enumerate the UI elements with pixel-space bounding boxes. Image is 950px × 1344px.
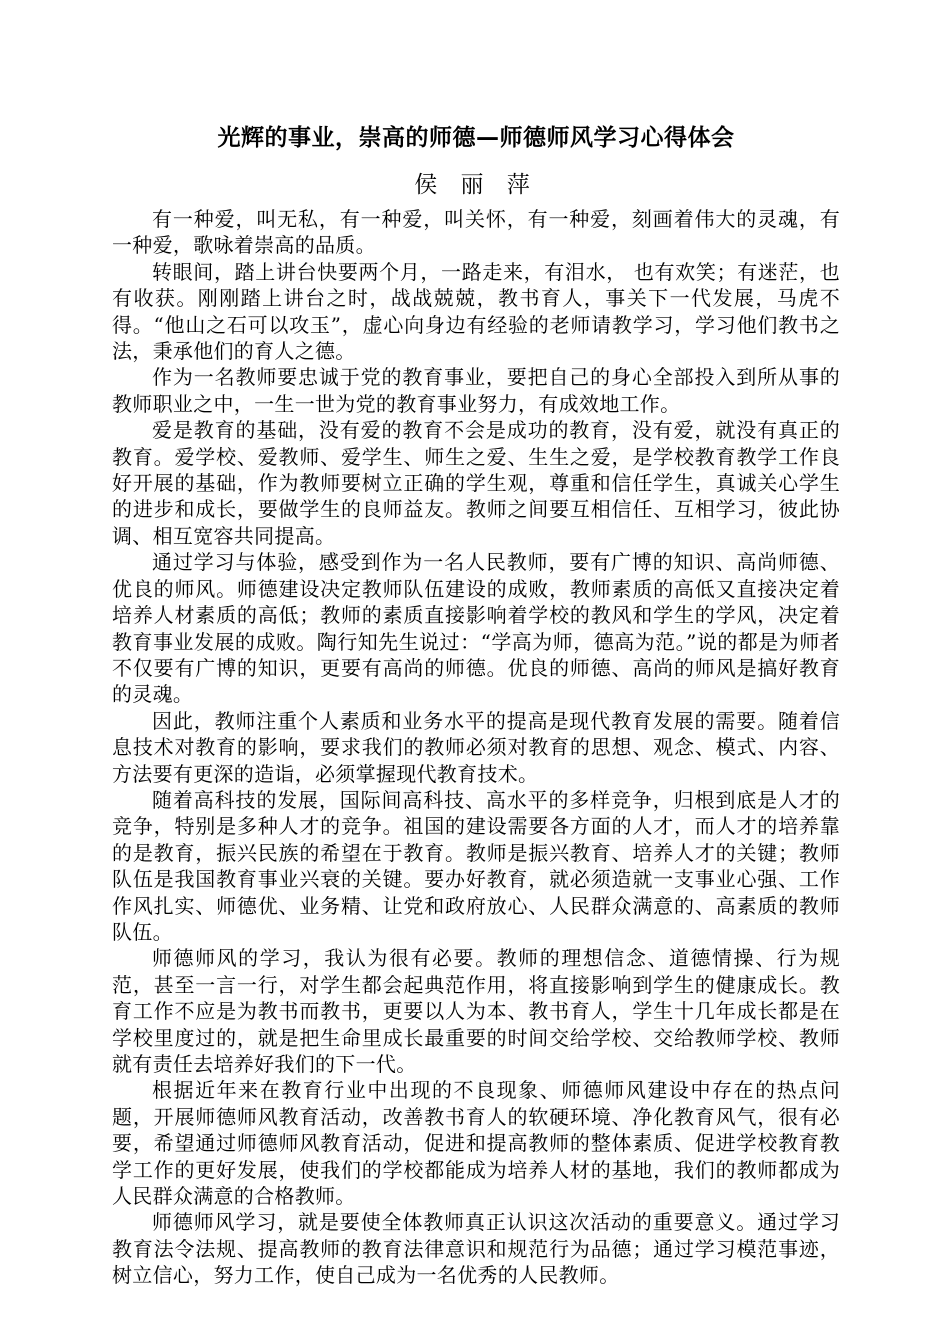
paragraph-1: 有一种爱，叫无私，有一种爱，叫关怀，有一种爱，刻画着伟大的灵魂，有一种爱，歌咏着崇高的品质。 (112, 207, 840, 258)
document-title: 光辉的事业，崇高的师德—师德师风学习心得体会 (217, 125, 735, 151)
paragraph-10: 师德师风学习，就是要使全体教师真正认识这次活动的重要意义。通过学习教育法令法规、提高教师的教育法律意识和规范行为品德；通过学习模范事迹，树立信心，努力工作，使自己成为一名优秀的人民教师。 (112, 1210, 840, 1288)
paragraph-2: 转眼间，踏上讲台快要两个月，一路走来，有泪水， 也有欢笑；有迷茫，也有收获。刚刚踏上讲台之时，战战兢兢，教书育人，事关下一代发展，马虎不得。“他山之石可以攻玉”，虚心向身边有经验的老师请教学习，学习他们教书之法，秉承他们的育人之德。 (112, 259, 840, 364)
author-name: 侯 丽 萍 (414, 172, 538, 198)
paragraph-5: 通过学习与体验，感受到作为一名人民教师，要有广博的知识、高尚师德、优良的师风。师德建设决定教师队伍建设的成败，教师素质的高低又直接决定着培养人材素质的高低；教师的素质直接影响着学校的教风和学生的学风，决定着教育事业发展的成败。陶行知先生说过：“学高为师，德高为范。”说的都是为师者不仅要有广博的知识，更要有高尚的师德。优良的师德、高尚的师风是搞好教育的灵魂。 (112, 550, 840, 707)
paragraph-7: 随着高科技的发展，国际间高科技、高水平的多样竞争，归根到底是人才的竞争，特别是多种人才的竞争。祖国的建设需要各方面的人才，而人才的培养靠的是教育，振兴民族的希望在于教育。教师是振兴教育、培养人才的关键；教师队伍是我国教育事业兴衰的关键。要办好教育，就必须造就一支事业心强、工作作风扎实、师德优、业务精、让党和政府放心、人民群众满意的、高素质的教师队伍。 (112, 787, 840, 944)
paragraph-9: 根据近年来在教育行业中出现的不良现象、师德师风建设中存在的热点问题，开展师德师风教育活动，改善教书育人的软硬环境、净化教育风气，很有必要，希望通过师德师风教育活动，促进和提高教师的整体素质、促进学校教育教学工作的更好发展，使我们的学校都能成为培养人材的基地，我们的教师都成为人民群众满意的合格教师。 (112, 1078, 840, 1209)
paragraph-6: 因此，教师注重个人素质和业务水平的提高是现代教育发展的需要。随着信息技术对教育的影响，要求我们的教师必须对教育的思想、观念、模式、内容、方法要有更深的造诣，必须掌握现代教育技术。 (112, 708, 840, 786)
document-body (112, 206, 840, 1289)
paragraph-8: 师德师风的学习，我认为很有必要。教师的理想信念、道德情操、行为规范，甚至一言一行，对学生都会起典范作用，将直接影响到学生的健康成长。教育工作不应是为教书而教书，更要以人为本、教书育人，学生十几年成长都是在学校里度过的，就是把生命里成长最重要的时间交给学校、交给教师学校、教师就有责任去培养好我们的下一代。 (112, 946, 840, 1076)
paragraph-4: 爱是教育的基础，没有爱的教育不会是成功的教育，没有爱，就没有真正的教育。爱学校、爱教师、爱学生、师生之爱、生生之爱，是学校教育教学工作良好开展的基础，作为教师要树立正确的学生观，尊重和信任学生，真诚关心学生的进步和成长，要做学生的良师益友。教师之间要互相信任、互相学习，彼此协调、相互宽容共同提高。 (112, 418, 840, 548)
paragraph-3: 作为一名教师要忠诚于党的教育事业，要把自己的身心全部投入到所从事的教师职业之中，一生一世为党的教育事业努力，有成效地工作。 (112, 365, 840, 416)
document-page (112, 118, 840, 1289)
